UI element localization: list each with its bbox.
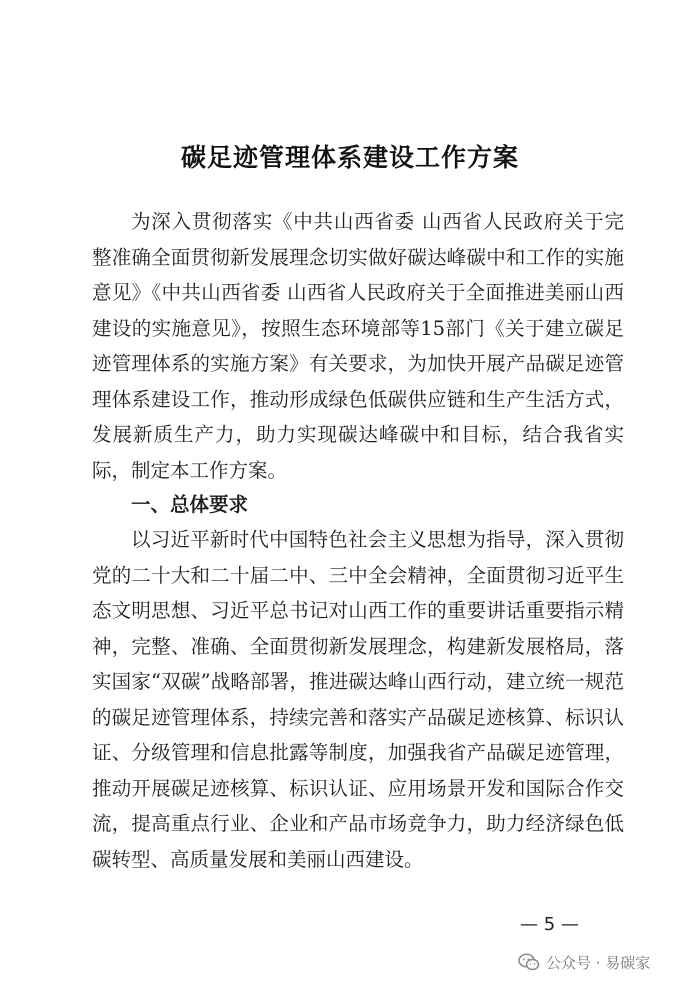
watermark <box>518 950 650 974</box>
intro-paragraph: 为深入贯彻落实《中共山西省委 山西省人民政府关于完整准确全面贯彻新发展理念切实做好碳达峰碳中和工作的实施意见》《中共山西省委 山西省人民政府关于全面推进美丽山西建设的实施意见》，按照生态环境部等15部门《关于建立碳足迹管理体系的实施方案》有关要求，为加快开展产品碳足迹管理体系建设工作，推动形成绿色低碳供应链和生产生活方式，发展新质生产力，助力实现碳达峰碳中和目标，结合我省实际，制定本工作方案。 <box>92 210 624 482</box>
wechat-icon <box>518 953 540 971</box>
section-heading: 一、总体要求 <box>131 493 249 516</box>
document-title: 碳足迹管理体系建设工作方案 <box>180 143 519 172</box>
page-number: — 5 — <box>520 914 579 935</box>
watermark-text: 公众号 · 易碳家 <box>546 953 651 972</box>
section-paragraph: 以习近平新时代中国特色社会主义思想为指导，深入贯彻党的二十大和二十届二中、三中全会精神，全面贯彻习近平生态文明思想、习近平总书记对山西工作的重要讲话重要指示精神，完整、准确、全面贯彻新发展理念，构建新发展格局，落实国家“双碳”战略部署，推进碳达峰山西行动，建立统一规范的碳足迹管理体系，持续完善和落实产品碳足迹核算、标识认证、分级管理和信息批露等制度，加强我省产品碳足迹管理，推动开展碳足迹核算、标识认证、应用场景开发和国际合作交流，提高重点行业、企业和产品市场竞争力，助力经济绿色低碳转型、高质量发展和美丽山西建设。 <box>92 528 624 871</box>
